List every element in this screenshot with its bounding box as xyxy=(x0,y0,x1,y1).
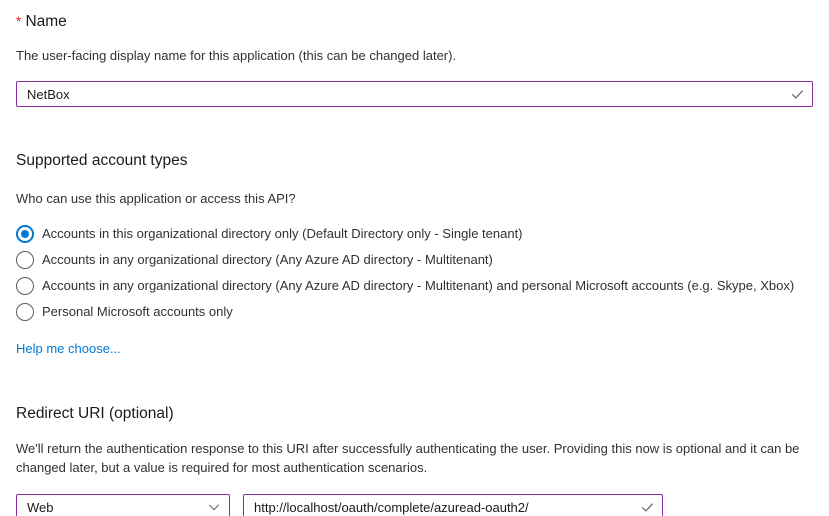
account-types-section-title: Supported account types xyxy=(16,152,188,169)
radio-button-icon[interactable] xyxy=(16,303,34,321)
name-input[interactable] xyxy=(17,82,812,106)
account-types-question: Who can use this application or access this API? xyxy=(16,191,296,206)
radio-option-label: Accounts in this organizational directory only (Default Directory only - Single tenant) xyxy=(42,226,523,241)
radio-option-single-tenant[interactable] xyxy=(16,221,813,247)
redirect-uri-description: We'll return the authentication response to this URI after successfully authenticating the user. Providing this now is optional and it can be changed later, but a value is required for most authentication scenarios. xyxy=(16,441,800,475)
radio-button-icon[interactable] xyxy=(16,251,34,269)
radio-option-personal-only[interactable] xyxy=(16,299,813,325)
chevron-down-icon xyxy=(207,500,221,514)
account-types-radio-group xyxy=(16,221,813,325)
platform-select[interactable] xyxy=(16,494,230,516)
radio-button-icon[interactable] xyxy=(16,225,34,243)
radio-option-label: Accounts in any organizational directory (Any Azure AD directory - Multitenant) xyxy=(42,252,493,267)
radio-option-multitenant[interactable] xyxy=(16,247,813,273)
radio-option-label: Personal Microsoft accounts only xyxy=(42,304,233,319)
help-me-choose-link[interactable]: Help me choose... xyxy=(16,341,121,356)
name-description: The user-facing display name for this application (this can be changed later). xyxy=(16,48,457,63)
name-input-container xyxy=(16,81,813,107)
radio-option-label: Accounts in any organizational directory (Any Azure AD directory - Multitenant) and personal Microsoft accounts (e.g. Skype, Xbox) xyxy=(42,278,795,293)
redirect-uri-input[interactable] xyxy=(244,495,662,516)
name-title-text: Name xyxy=(25,13,67,30)
required-marker: * xyxy=(16,13,22,29)
radio-button-icon[interactable] xyxy=(16,277,34,295)
name-section-title xyxy=(16,12,813,31)
platform-select-value: Web xyxy=(27,499,54,515)
redirect-uri-section-title: Redirect URI (optional) xyxy=(16,405,174,422)
redirect-uri-row xyxy=(16,494,813,516)
redirect-uri-input-container xyxy=(243,494,663,516)
radio-option-multitenant-personal[interactable] xyxy=(16,273,813,299)
